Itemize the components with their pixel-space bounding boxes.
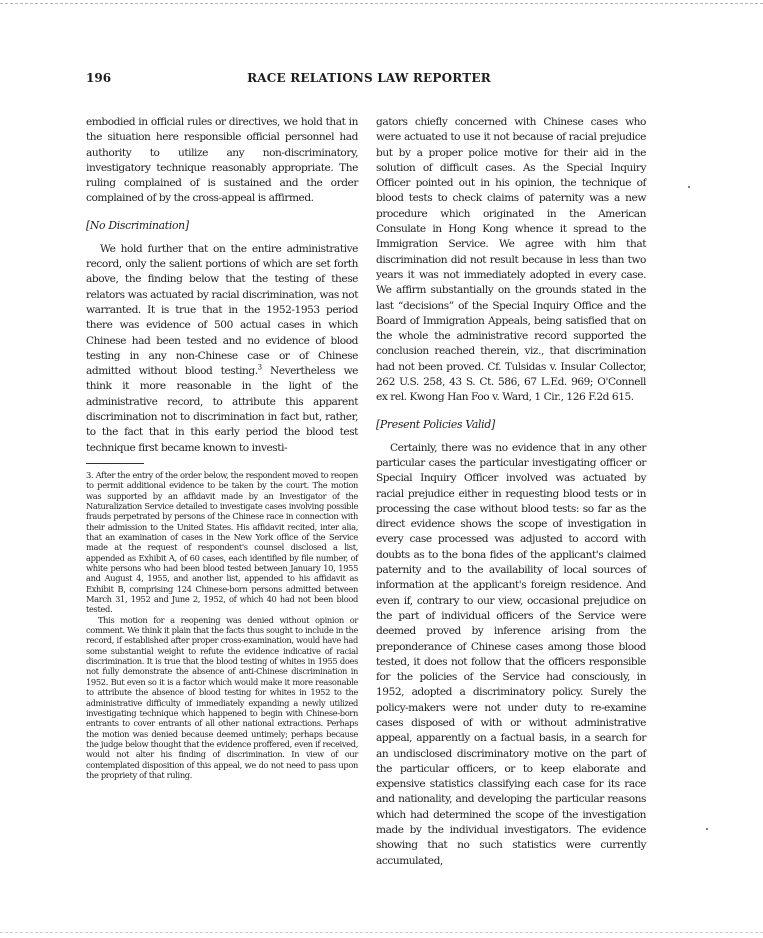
footnote-reference: 3: [257, 363, 262, 372]
footnote-paragraph-1: [86, 470, 358, 615]
section-heading-present-policies-valid: [Present Policies Valid]: [376, 417, 495, 431]
left-paragraph-2: [86, 242, 358, 456]
footnote-paragraph-2: This motion for a reopening was denied without opinion or comment. We think it plain that the facts thus sought to include in the record, if established after proper cross-examination, would have had some substantial weight to refute the evidence indicative of racial discrimination. It is true that the blood testing of whites in 1955 does not fully demonstrate the absence of anti-Chinese discrimination in 1952. But even so it is a factor which would make it more reasonable to attribute the absence of blood testing for whites in 1952 to the administrative difficulty of immediately expanding a newly utilized investigating technique which happened to begin with Chinese-born entrants to cover entrants of all other national extractions. Perhaps the motion was denied because deemed untimely; perhaps because the judge below thought that the evidence proffered, even if received, would not alter his finding of discrimination. In view of our contemplated disposition of this appeal, we do not need to pass upon the propriety of that ruling.: [86, 614, 358, 780]
left-paragraph-2-text: We hold further that on the entire administrative record, only the salient portions of which are set forth above, the finding below that the testing of these relators was actuated by racial discrimination, was not warranted. It is true that in the 1952-1953 period there was evidence of 500 actual cases in which Chinese had been tested and no evidence of blood testing in any non-Chinese case or of Chinese admitted without blood testing.: [86, 242, 358, 378]
right-column: [376, 115, 646, 869]
section-heading-no-discrimination: [No Discrimination]: [86, 218, 189, 232]
running-head: RACE RELATIONS LAW REPORTER: [247, 71, 491, 85]
scan-speck: [688, 186, 690, 188]
footnote-3: [86, 470, 358, 780]
bottom-scan-border: [0, 932, 763, 933]
footnote-rule: [86, 463, 144, 464]
scan-speck: [706, 828, 708, 830]
right-paragraph-1: gators chiefly concerned with Chinese cases who were actuated to use it not because of racial prejudice but by a proper police motive for their aid in the solution of difficult cases. As the Special Inquiry Officer pointed out in his opinion, the technique of blood tests to check claims of paternity was a new procedure which originated in the American Consulate in Hong Kong whence it spread to the Immigration Service. We agree with him that discrimination did not result because in less than two years it was not immediately adopted in every case. We affirm substantially on the grounds stated in the last “decisions” of the Special Inquiry Office and the Board of Immigration Appeals, being satisfied that on the whole the administrative record supported the conclusion reached therein, viz., that discrimination had not been proved. Cf. Tulsidas v. Insular Collector, 262 U.S. 258, 43 S. Ct. 586, 67 L.Ed. 969; O'Connell ex rel. Kwong Han Foo v. Ward, 1 Cir., 126 F.2d 615.: [376, 116, 646, 404]
left-column: [86, 115, 358, 780]
left-paragraph-2-continued: Nevertheless we think it more reasonable in the light of the administrative record, to attribute this apparent discrimination not to discrimination in fact but, rather, to the fact that in this early period the blood test technique first became known to investi-: [86, 365, 359, 454]
footnote-paragraph-1-text: After the entry of the order below, the respondent moved to reopen to permit additional evidence to be taken by the court. The motion was supported by an affidavit made by an Investigator of the Naturalization Service detailed to investigate cases involving possible frauds perpetrated by persons of the Chinese race in connection with their admission to the United States. His affidavit recited, inter alia, that an examination of cases in the New York office of the Service made at the request of respondent's counsel disclosed a list, appended as Exhibit A, of 60 cases, each identified by file number, of white persons who had been blood tested between January 10, 1955 and August 4, 1955, and another list, appended to his affidavit as Exhibit B, comprising 124 Chinese-born persons admitted between March 31, 1952 and June 2, 1952, of which 40 had not been blood tested.: [86, 469, 358, 615]
page-number: 196: [86, 71, 112, 85]
left-paragraph-1: embodied in official rules or directives, we hold that in the situation here responsible official personnel had authority to utilize any non-discriminatory, investigatory technique reasonably appropriate. The ruling complained of is sustained and the order complained of by the cross-appeal is affirmed.: [86, 116, 358, 205]
right-paragraph-2: Certainly, there was no evidence that in any other particular cases the particular investigating officer or Special Inquiry Officer involved was actuated by racial prejudice either in requesting blood tests or in processing the case without blood tests: so far as the direct evidence shows the scope of investigation in every case processed was adjusted to accord with doubts as to the bona fides of the applicant's claimed paternity and to the availability of local sources of information at the applicant's foreign residence. And even if, contrary to our view, occasional prejudice on the part of individual officers of the Service were deemed proved by inference arising from the preponderance of Chinese cases among those blood tested, it does not follow that the officers responsible for the policies of the Service had consciously, in 1952, adopted a discriminatory policy. Surely the policy-makers were not under duty to re-examine cases disposed of with or without administrative appeal, apparently on a factual basis, in a search for an undisclosed discriminatory motive on the part of the particular officers, or to keep elaborate and expensive statistics classifying each case for its race and nationality, and developing the particular reasons which had determined the scope of the investigation made by the individual investigators. The evidence showing that no such statistics were currently accumulated,: [376, 441, 646, 867]
page-header: [86, 71, 652, 89]
footnote-number: 3.: [86, 469, 94, 480]
top-scan-border: [0, 3, 763, 4]
